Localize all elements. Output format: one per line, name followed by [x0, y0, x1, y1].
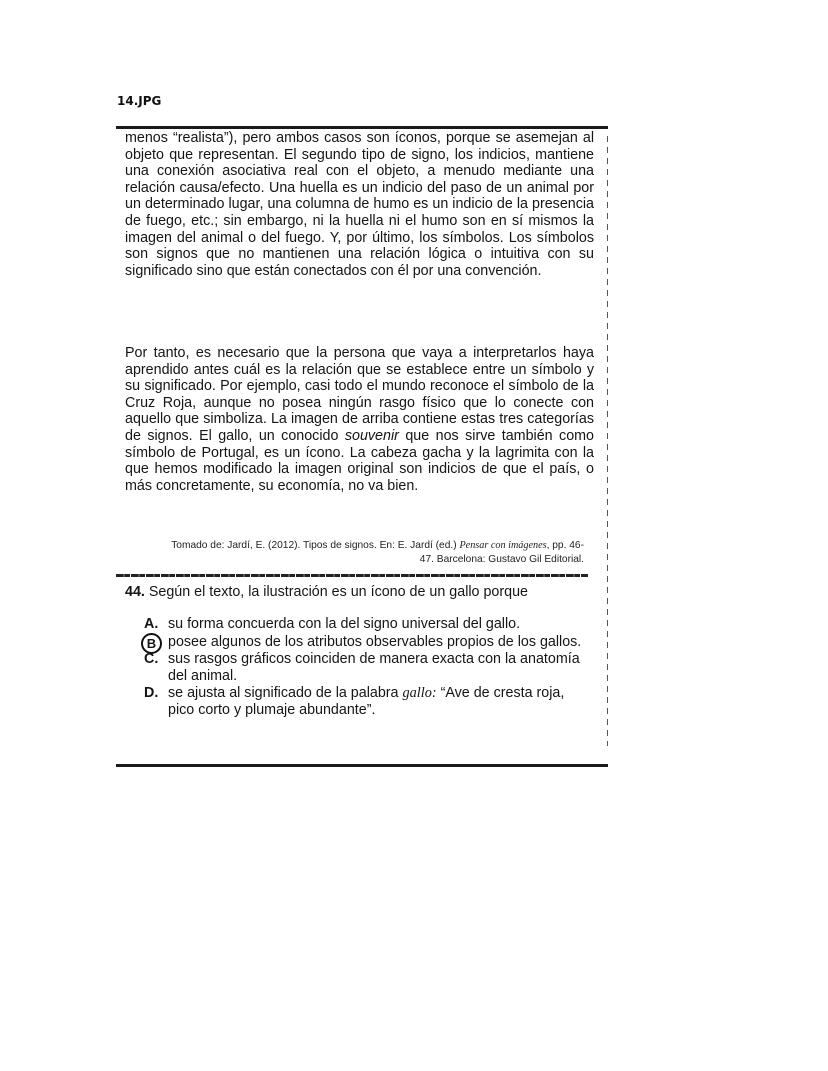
option-d[interactable]: [144, 685, 587, 718]
option-b-letter-circled: B: [141, 633, 162, 654]
option-d-text: [168, 685, 564, 718]
file-label: 14.JPG: [117, 94, 162, 108]
option-a[interactable]: [144, 616, 587, 633]
paragraph-2-italic-word: souvenir: [344, 427, 399, 444]
paragraph-2-part-2: que nos sirve también como símbolo de Portugal, es un ícono. La cabeza gacha y la lagrimita con la que hemos modificado la imagen original son indicios de que el país, o más concretamente, su economía, no va bien.: [125, 427, 595, 494]
option-b-text: posee algunos de los atributos observables propios de los gallos.: [168, 633, 582, 650]
scan-edge: [607, 136, 608, 746]
passage-paragraph-1: [125, 130, 594, 279]
passage-paragraph-1-text: menos “realista”), pero ambos casos son íconos, porque se asemejan al objeto que representan. El segundo tipo de signo, los indicios, mantiene una conexión asociativa real con el objeto, a menudo mediante una relación causa/efecto. Una huella es un indicio del paso de un animal por un determinado lugar, una columna de humo es un indicio de la presencia de fuego, etc.; sin embargo, ni la huella ni el humo son en sí mismos la imagen del animal o del fuego. Y, por último, los símbolos. Los símbolos son signos que no mantienen una relación lógica o intuitiva con su significado sino que están conectados con él por una convención.: [125, 130, 594, 279]
question-number: 44.: [125, 584, 145, 600]
option-a-text: su forma concuerda con la del signo universal del gallo.: [168, 616, 521, 632]
option-a-letter: A.: [144, 616, 159, 632]
top-rule: [116, 126, 608, 129]
option-d-letter: D.: [144, 685, 159, 702]
citation-book-title: Pensar con imágenes: [459, 540, 547, 551]
citation-part-1: Tomado de: Jardí, E. (2012). Tipos de signos. En: E. Jardí (ed.): [171, 540, 460, 551]
bottom-rule: [116, 764, 608, 767]
paragraph-2-part-1: Por tanto, es necesario que la persona que vaya a interpretarlos haya aprendido antes cuál es la relación que se establece entre un símbolo y su significado. Por ejemplo, casi todo el mundo reconoce el símbolo de la Cruz Roja, aunque no posea ningún rasgo físico que lo conecte con aquello que simboliza. La imagen de arriba contiene estas tres categorías de signos. El gallo, un conocido: [125, 345, 594, 444]
option-d-italic-word: gallo:: [402, 685, 437, 702]
source-citation: [170, 539, 584, 567]
passage-paragraph-2: [125, 345, 594, 494]
dashed-separator: [116, 574, 588, 577]
question-stem-text: Según el texto, la ilustración es un ícono de un gallo porque: [148, 584, 528, 600]
scanned-exam-page: [116, 126, 608, 768]
passage-paragraph-2-text: [125, 345, 594, 494]
answer-options: [144, 616, 587, 720]
option-c-letter: C.: [144, 651, 159, 668]
option-b[interactable]: [144, 634, 587, 651]
option-d-part-1: se ajusta al significado de la palabra: [168, 685, 403, 702]
citation-part-2: , pp. 46-47. Barcelona: Gustavo Gil Editorial.: [419, 540, 584, 565]
question-stem: [125, 584, 595, 601]
option-d-part-2: “Ave de cresta roja, pico corto y plumaje abundante”.: [168, 685, 565, 718]
option-c-text: sus rasgos gráficos coinciden de manera exacta con la anatomía del animal.: [168, 651, 580, 684]
option-c[interactable]: [144, 651, 587, 684]
